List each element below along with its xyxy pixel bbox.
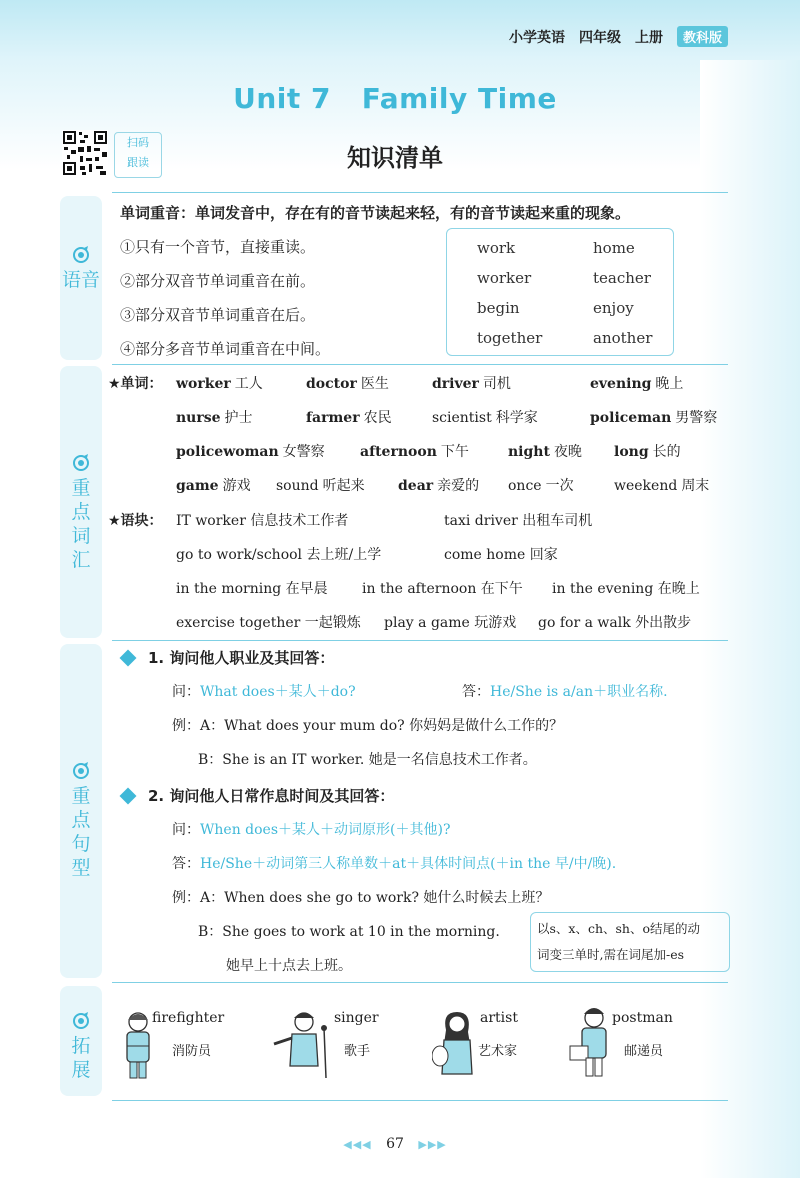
phonics-rule: ③部分双音节单词重音在后。 (120, 306, 316, 324)
phrase: go to work/school 去上班/上学 (176, 547, 382, 563)
divider (112, 1100, 728, 1101)
vocab-word: game 游戏 (176, 478, 251, 494)
phonics-rule: ②部分双音节单词重音在前。 (120, 272, 316, 290)
stress-examples-box (446, 228, 674, 356)
grammar-note: 词变三单时,需在词尾加-es (537, 947, 685, 962)
phonics-definition: 单词重音：单词发音中，存在有的音节读起来轻，有的音节读起来重的现象。 (120, 204, 631, 222)
vocab-word: long 长的 (614, 444, 681, 460)
example-word: another (593, 329, 653, 347)
scan-to-read-label: 扫码 跟读 (114, 132, 162, 178)
vocab-word: nurse 护士 (176, 410, 253, 426)
target-icon (72, 454, 90, 472)
tab-sentences-label: 重点句型 (71, 785, 91, 879)
vocab-word: sound 听起来 (276, 478, 365, 494)
example-word: teacher (593, 269, 651, 287)
question-pattern: 问：When does＋某人＋动词原形(＋其他)? (172, 822, 451, 838)
grammar-note-box (530, 912, 730, 972)
example-b: B：She is an IT worker. 她是一名信息技术工作者。 (198, 752, 537, 768)
sentence-title: 1. 询问他人职业及其回答： (148, 649, 335, 667)
diamond-icon (120, 788, 137, 805)
vocab-word: farmer 农民 (306, 410, 392, 426)
vocab-word: driver 司机 (432, 376, 511, 392)
target-icon (72, 246, 90, 264)
tab-extension-label: 拓展 (71, 1035, 91, 1081)
phrase: come home 回家 (444, 547, 558, 563)
phrases-label: ★语块： (108, 513, 163, 529)
divider (112, 364, 728, 365)
section-title: 知识清单 (347, 144, 443, 172)
words-label: ★单词： (108, 376, 163, 392)
example-word: begin (477, 299, 520, 317)
vocab-word: dear 亲爱的 (398, 478, 480, 494)
tab-extension (60, 986, 102, 1096)
unit-title: Unit 7 Family Time (233, 82, 557, 115)
artist-illustration (432, 1008, 482, 1080)
right-decoration (700, 60, 800, 1178)
phrase: in the afternoon 在下午 (362, 581, 523, 597)
example-word: together (477, 329, 543, 347)
vocab-word: policeman 男警察 (590, 410, 718, 426)
divider (112, 640, 728, 641)
page-number: 67 (386, 1136, 404, 1152)
phrase: play a game 玩游戏 (384, 615, 517, 631)
vocab-word: once 一次 (508, 478, 574, 494)
phrase: taxi driver 出租车司机 (444, 513, 593, 529)
phrase: in the evening 在晚上 (552, 581, 700, 597)
example-word: work (477, 239, 516, 257)
singer-illustration (268, 1008, 338, 1080)
career-cn: 艺术家 (478, 1044, 518, 1059)
example-word: enjoy (593, 299, 634, 317)
answer-pattern: 答：He/She is a/an＋职业名称. (462, 684, 668, 700)
left-arrows-icon: ◀◀◀ (343, 1138, 372, 1151)
edition-badge: 教科版 (677, 26, 728, 47)
tab-sentences (60, 644, 102, 978)
tab-vocab-label: 重点词汇 (71, 477, 91, 571)
target-icon (72, 762, 90, 780)
phrase: IT worker 信息技术工作者 (176, 513, 349, 529)
example-word: worker (477, 269, 532, 287)
career-cn: 邮递员 (624, 1044, 664, 1059)
vocab-word: doctor 医生 (306, 376, 389, 392)
example-word: home (593, 239, 635, 257)
phrase: in the morning 在早晨 (176, 581, 328, 597)
vocab-word: policewoman 女警察 (176, 444, 325, 460)
career-en: postman (612, 1010, 673, 1026)
career-en: artist (480, 1010, 518, 1026)
career-cn: 歌手 (344, 1044, 371, 1059)
example-a: 例：A：What does your mum do? 你妈妈是做什么工作的？ (172, 718, 564, 734)
tab-phonics (60, 196, 102, 360)
question-pattern: 问：What does＋某人＋do? (172, 684, 356, 700)
divider (112, 192, 728, 193)
right-arrows-icon: ▶▶▶ (418, 1138, 447, 1151)
vocab-word: scientist 科学家 (432, 410, 538, 426)
grammar-note: 以s、x、ch、sh、o结尾的动 (537, 921, 701, 936)
grade: 四年级 (578, 29, 621, 46)
vocab-word: night 夜晚 (508, 444, 582, 460)
career-cn: 消防员 (172, 1044, 212, 1059)
tab-phonics-label: 语音 (61, 269, 100, 291)
vocab-word: evening 晚上 (590, 376, 684, 392)
book-label (509, 26, 728, 47)
postman-illustration (568, 1002, 618, 1080)
career-en: firefighter (152, 1010, 225, 1026)
page-footer (0, 1136, 790, 1152)
career-en: singer (334, 1010, 379, 1026)
answer-pattern: 答：He/She＋动词第三人称单数＋at＋具体时间点(＋in the 早/中/晚). (172, 856, 617, 872)
phrase: go for a walk 外出散步 (538, 615, 692, 631)
example-a: 例：A：When does she go to work? 她什么时候去上班？ (172, 890, 550, 906)
example-b-translation: 她早上十点去上班。 (226, 958, 352, 974)
subject: 小学英语 (508, 29, 565, 46)
phrase: exercise together 一起锻炼 (176, 615, 361, 631)
phonics-rule: ①只有一个音节，直接重读。 (120, 238, 316, 256)
vocab-word: weekend 周末 (614, 478, 710, 494)
phonics-rule: ④部分多音节单词重音在中间。 (120, 340, 331, 358)
vocab-word: worker 工人 (176, 376, 263, 392)
target-icon (72, 1012, 90, 1030)
vocab-word: afternoon 下午 (360, 444, 469, 460)
volume: 上册 (634, 29, 663, 46)
example-b: B：She goes to work at 10 in the morning. (198, 924, 500, 940)
sentence-title: 2. 询问他人日常作息时间及其回答： (148, 787, 395, 805)
divider (112, 982, 728, 983)
tab-vocab (60, 366, 102, 638)
diamond-icon (120, 650, 137, 667)
